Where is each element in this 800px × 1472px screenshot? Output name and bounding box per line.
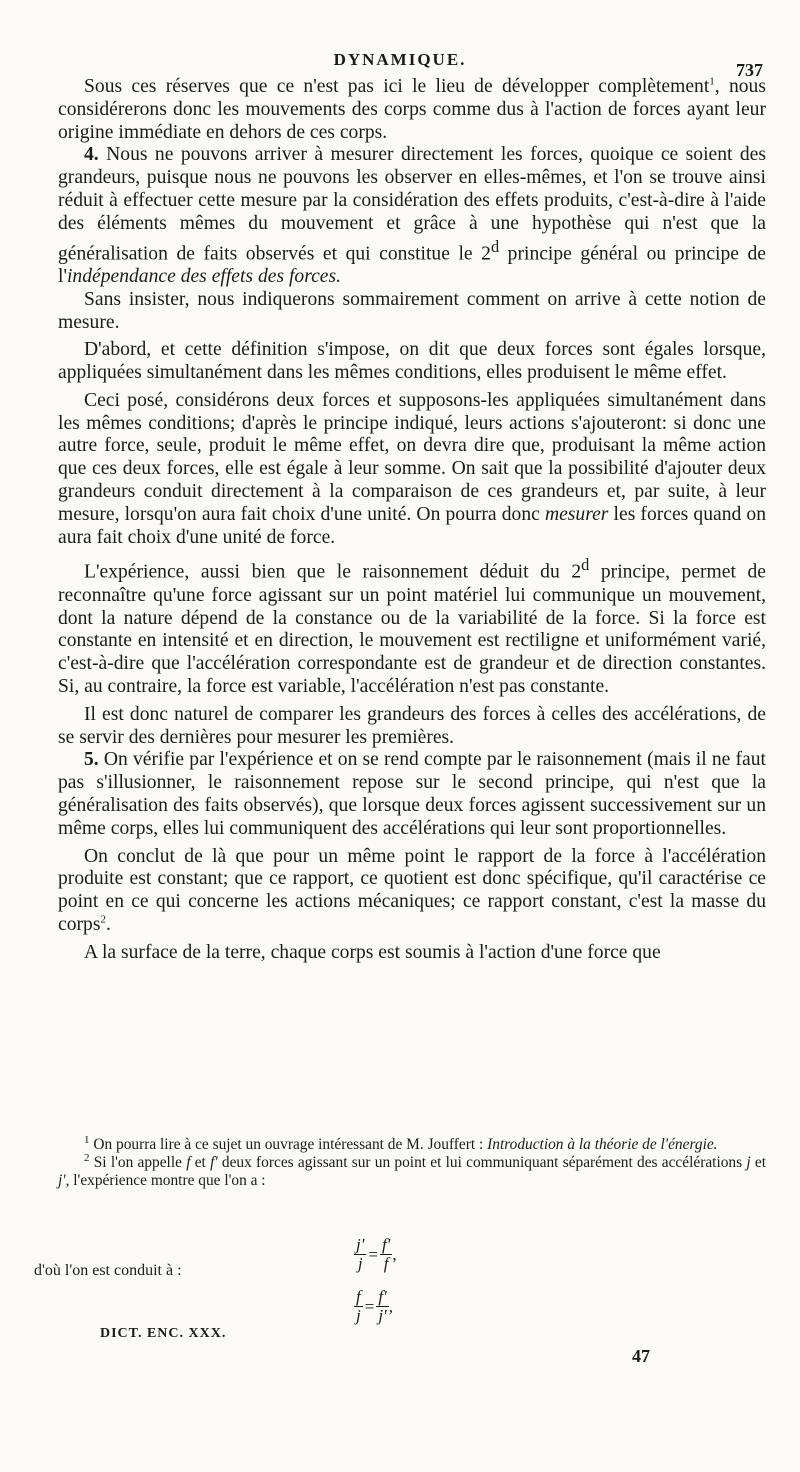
footnote-ref-2: 2 (100, 913, 106, 926)
numerator: f (356, 1287, 361, 1306)
equation-1-right-fraction (380, 1236, 392, 1273)
paragraph-9-text: On conclut de là que pour un même point le rapport de la force à l'accélération produite est constant; que ce rapport, ce quotient est donc spécifique, qu'il caractérise ce point en ce qui concerne les actions mécaniques; ce rapport constant, c'est la masse du corps (58, 845, 766, 935)
main-text (58, 76, 766, 965)
footnote-2-var-j-prime: j' (58, 1172, 66, 1189)
paragraph-2-text: Nous ne pouvons arriver à mesurer directement les forces, quoique ce soient des grandeurs, puisque nous ne pouvons les observer en elles-mêmes, et l'on se trouve ainsi réduit à effectuer cette mesure par la considération des effets produits, c'est-à-dire à l'aide des éléments mêmes du mouvement et grâce à une hypothèse qui n'est que la généralisation de faits observés et qui constitue le 2 (58, 144, 766, 265)
paragraph-10-text: A la surface de la terre, chaque corps est soumis à l'action d'une force que (84, 941, 661, 963)
paragraph-6-text-cont: principe, permet de reconnaître qu'une force agissant sur un point matériel lui communique un mouvement, dont la nature dépend de la constance ou de la variabilité de la force. Si la force est constante en intensité et en direction, le mouvement est rectiligne et uniformément varié, c'est-à-dire que l'accélération correspondante est de grandeur et de direction constantes. Si, au contraire, la force est variable, l'accélération n'est pas constante. (58, 562, 767, 697)
ordinal-sup: d (581, 555, 590, 575)
equation-2-right-fraction (376, 1288, 388, 1325)
paragraph-2-italic: indépendance des effets des forces. (66, 265, 342, 287)
numerator: f' (381, 1235, 391, 1254)
equation-lead-text: d'où l'on est conduit à : (34, 1262, 182, 1279)
paragraph-8-text: On vérifie par l'expérience et on se rend compte par le raisonnement (mais il ne faut pas s'illusionner, le raisonnement repose sur le second principe, qui n'est que la généralisation des faits observés), que lorsque deux forces agissent successivement sur un même corps, elles lui communiquent des accélérations qui leur sont proportionnelles. (58, 749, 766, 839)
footnote-2-text-d: et (750, 1154, 766, 1171)
paragraph-2-text-cont: principe général ou principe de l' (58, 243, 767, 287)
paragraph-6-text: L'expérience, aussi bien que le raisonnement déduit du 2 (84, 562, 582, 583)
equation-2 (354, 1288, 393, 1325)
denominator: j (357, 1254, 363, 1273)
denominator: f (383, 1254, 389, 1273)
paragraph-4 (58, 339, 766, 385)
section-number-4: 4. (84, 144, 99, 166)
footnote-ref-1: 1 (709, 75, 715, 88)
comma: , (388, 1296, 393, 1316)
numerator: f' (378, 1287, 387, 1306)
footnote-1-text: On pourra lire à ce sujet un ouvrage intéressant de M. Jouffert : (93, 1136, 488, 1153)
paragraph-4-text: D'abord, et cette définition s'impose, on dit que deux forces sont égales lorsque, appliquées simultanément dans les mêmes conditions, elles produisent le même effet. (58, 339, 766, 384)
footnote-2-text-b: et (190, 1154, 211, 1171)
paragraph-2 (58, 144, 766, 288)
page-number: 737 (736, 60, 763, 80)
comma: , (392, 1244, 397, 1264)
paragraph-3 (58, 289, 766, 335)
equation-1 (354, 1236, 397, 1273)
paragraph-3-text: Sans insister, nous indiquerons sommairement comment on arrive à cette notion de mesure. (58, 288, 766, 333)
paragraph-8 (58, 749, 766, 840)
signature-mark: DICT. ENC. XXX. (100, 1326, 227, 1341)
denominator: j' (378, 1306, 387, 1325)
paragraph-7 (58, 704, 766, 750)
footnote-mark-1: 1 (84, 1133, 90, 1146)
footnote-2-text-c: deux forces agissant sur un point et lui communiquant séparément des accélérations (217, 1154, 747, 1171)
denominator: j (356, 1306, 361, 1325)
equals-sign: = (364, 1296, 375, 1316)
footnote-2-var-j: j (746, 1154, 751, 1171)
section-number-5: 5. (84, 749, 99, 771)
numerator: j' (356, 1235, 365, 1254)
signature-number: 47 (632, 1346, 650, 1366)
paragraph-1-text-cont: , nous considérerons donc les mouvements des corps comme dus à l'action de forces ayant leur origine immédiate en dehors de ces corps. (58, 76, 766, 143)
equals-sign: = (368, 1244, 378, 1264)
running-header: DYNAMIQUE. (333, 50, 467, 69)
paragraph-1 (58, 76, 766, 144)
footnotes (58, 1133, 766, 1190)
ordinal-sup: d (490, 236, 500, 256)
footnote-1-italic: Introduction à la théorie de l'énergie. (487, 1136, 718, 1153)
equation-2-left-fraction (354, 1288, 363, 1325)
paragraph-5-text-cont: les forces quand on aura fait choix d'une unité de force. (58, 503, 766, 548)
paragraph-10 (58, 942, 766, 965)
paragraph-5 (58, 390, 766, 550)
paragraph-5-italic: mesurer (544, 503, 609, 525)
paragraph-9 (58, 846, 766, 937)
paragraph-5-text: Ceci posé, considérons deux forces et supposons-les appliquées simultanément dans les mêmes conditions; d'après le principe indiqué, leurs actions s'ajouteront: si donc une autre force, seule, produit le même effet, on devra dire que, produisant la même action que ces deux forces, elle est égale à leur somme. On sait que la possibilité d'ajouter deux grandeurs conduit directement à la comparaison de ces grandeurs et, par suite, à leur mesure, lorsqu'on aura fait choix d'une unité. On pourra donc (58, 389, 766, 525)
footnote-mark-2: 2 (84, 1151, 90, 1164)
footnote-2-text-e: , l'expérience montre que l'on a : (65, 1172, 266, 1189)
footnote-2-text: Si l'on appelle (93, 1154, 187, 1171)
paragraph-7-text: Il est donc naturel de comparer les grandeurs des forces à celles des accélérations, de se servir des dernières pour mesurer les premières. (58, 703, 766, 748)
paragraph-9-text-cont: . (105, 913, 111, 935)
footnote-2 (58, 1151, 766, 1190)
paragraph-6 (58, 554, 766, 698)
paragraph-1-text: Sous ces réserves que ce n'est pas ici le lieu de développer complètement (84, 76, 710, 97)
equation-1-left-fraction (354, 1236, 366, 1273)
footnote-1 (58, 1133, 766, 1154)
footnote-2-var-f: f (186, 1154, 191, 1171)
footnote-2-var-f-prime: f' (210, 1154, 218, 1171)
